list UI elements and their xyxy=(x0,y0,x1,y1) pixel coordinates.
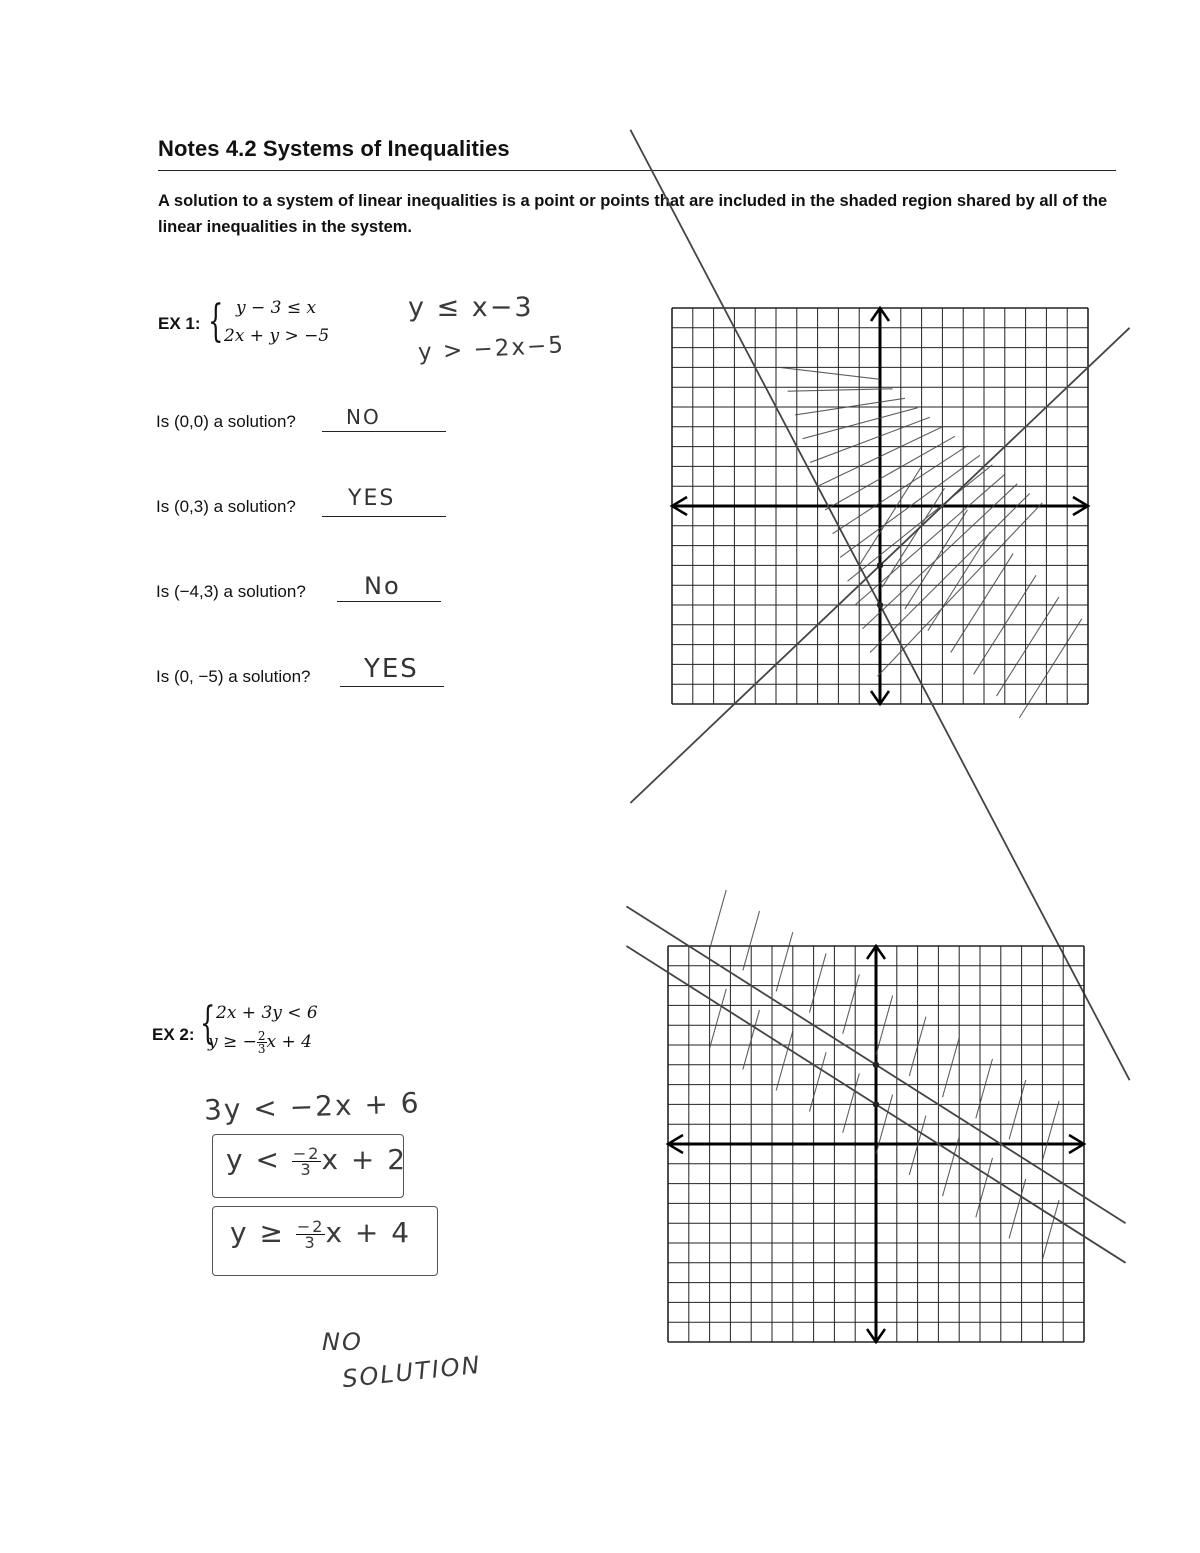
hatch-mark xyxy=(928,532,990,631)
answer-3: No xyxy=(364,572,401,600)
fraction-denominator: 3 xyxy=(257,1042,266,1056)
conclusion-line-2: SOLUTION xyxy=(340,1350,483,1394)
answer-line-2 xyxy=(322,516,446,517)
y-intercept-point-1 xyxy=(873,1101,879,1107)
answer-1: NO xyxy=(346,405,381,429)
hatch-mark xyxy=(833,446,968,534)
example2-ineq2-suffix: x + 4 xyxy=(266,1032,313,1052)
answer-4: YES xyxy=(364,654,419,684)
hatch-mark xyxy=(1009,1179,1026,1238)
hatch-mark xyxy=(776,1031,793,1090)
work-line-1: 3y < −2x + 6 xyxy=(203,1086,422,1127)
title-rule xyxy=(158,170,1116,171)
example1-inequality-2: 2x + y > −5 xyxy=(224,326,330,346)
hatch-mark xyxy=(809,1052,826,1111)
example2-inequality-2 xyxy=(208,1030,312,1055)
work-line-2-fraction xyxy=(292,1143,322,1179)
example2-ineq2-fraction xyxy=(257,1030,267,1055)
work-line-2-suffix: x + 2 xyxy=(321,1143,408,1176)
hatch-mark xyxy=(1042,1101,1059,1160)
example2-label: EX 2: xyxy=(152,1025,195,1044)
fraction-numerator: −2 xyxy=(296,1216,325,1236)
answer-line-1 xyxy=(322,431,446,432)
hatch-mark xyxy=(859,466,921,565)
example2-ineq2-prefix: y ≥ − xyxy=(208,1032,257,1052)
y-intercept-point-1 xyxy=(877,562,883,568)
hatch-mark xyxy=(943,1038,960,1097)
example1-inequality-1: y − 3 ≤ x xyxy=(236,298,317,318)
hatch-mark xyxy=(788,389,893,391)
hatch-mark xyxy=(905,510,967,609)
hatch-mark xyxy=(943,1137,960,1196)
fraction-numerator: 2 xyxy=(257,1029,266,1043)
answer-line-4 xyxy=(340,686,444,687)
hatch-mark xyxy=(878,503,1043,676)
fraction-denominator: 3 xyxy=(304,1232,317,1252)
example2-inequality-1: 2x + 3y < 6 xyxy=(216,1003,318,1023)
hatch-mark xyxy=(976,1059,993,1118)
hatch-mark xyxy=(1009,1080,1026,1139)
hatch-mark xyxy=(809,953,826,1012)
answer-2: YES xyxy=(348,486,396,511)
work-line-3-prefix: y ≥ xyxy=(230,1216,296,1249)
example1-handwritten-1: y ≤ x−3 xyxy=(408,292,534,323)
question-2: Is (0,3) a solution? xyxy=(156,497,296,516)
graph-2-coordinate-grid xyxy=(668,946,1084,1342)
hatch-mark xyxy=(710,890,727,949)
work-line-3-fraction xyxy=(296,1216,326,1252)
work-line-2-prefix: y < xyxy=(226,1143,292,1176)
example1-label: EX 1: xyxy=(158,314,201,333)
hatch-mark xyxy=(870,493,1030,652)
page-title: Notes 4.2 Systems of Inequalities xyxy=(158,136,510,161)
hatch-mark xyxy=(810,417,930,462)
hatch-mark xyxy=(780,367,880,379)
example1-brace: { xyxy=(208,296,224,347)
y-intercept-point-2 xyxy=(873,1062,879,1068)
hatch-mark xyxy=(803,408,918,439)
definition-text: A solution to a system of linear inequalities is a point or points that are included in the shaded region shared by all of the linear inequalities in the system. xyxy=(158,192,1108,236)
work-line-3-suffix: x + 4 xyxy=(325,1216,412,1249)
y-intercept-point-2 xyxy=(877,602,883,608)
hatch-mark xyxy=(1019,619,1081,718)
hatch-mark xyxy=(776,932,793,991)
example1-handwritten-2: y > −2x−5 xyxy=(417,332,566,366)
hatch-mark xyxy=(882,488,944,587)
question-3: Is (−4,3) a solution? xyxy=(156,582,306,601)
shading-hatch xyxy=(780,367,1082,717)
question-1: Is (0,0) a solution? xyxy=(156,412,296,431)
example2-brace: { xyxy=(200,998,216,1049)
conclusion-line-1: NO xyxy=(322,1328,363,1356)
hatch-mark xyxy=(710,989,727,1048)
hatch-mark xyxy=(951,554,1013,653)
graph-1-coordinate-grid xyxy=(672,308,1088,704)
fraction-numerator: −2 xyxy=(292,1143,321,1163)
fraction-denominator: 3 xyxy=(300,1159,313,1179)
hatch-mark xyxy=(996,597,1058,696)
hatch-mark xyxy=(976,1158,993,1217)
question-4: Is (0, −5) a solution? xyxy=(156,667,311,686)
work-line-2 xyxy=(226,1143,407,1177)
answer-line-3 xyxy=(337,601,441,602)
hatch-mark xyxy=(1042,1200,1059,1259)
work-line-3 xyxy=(230,1216,411,1250)
